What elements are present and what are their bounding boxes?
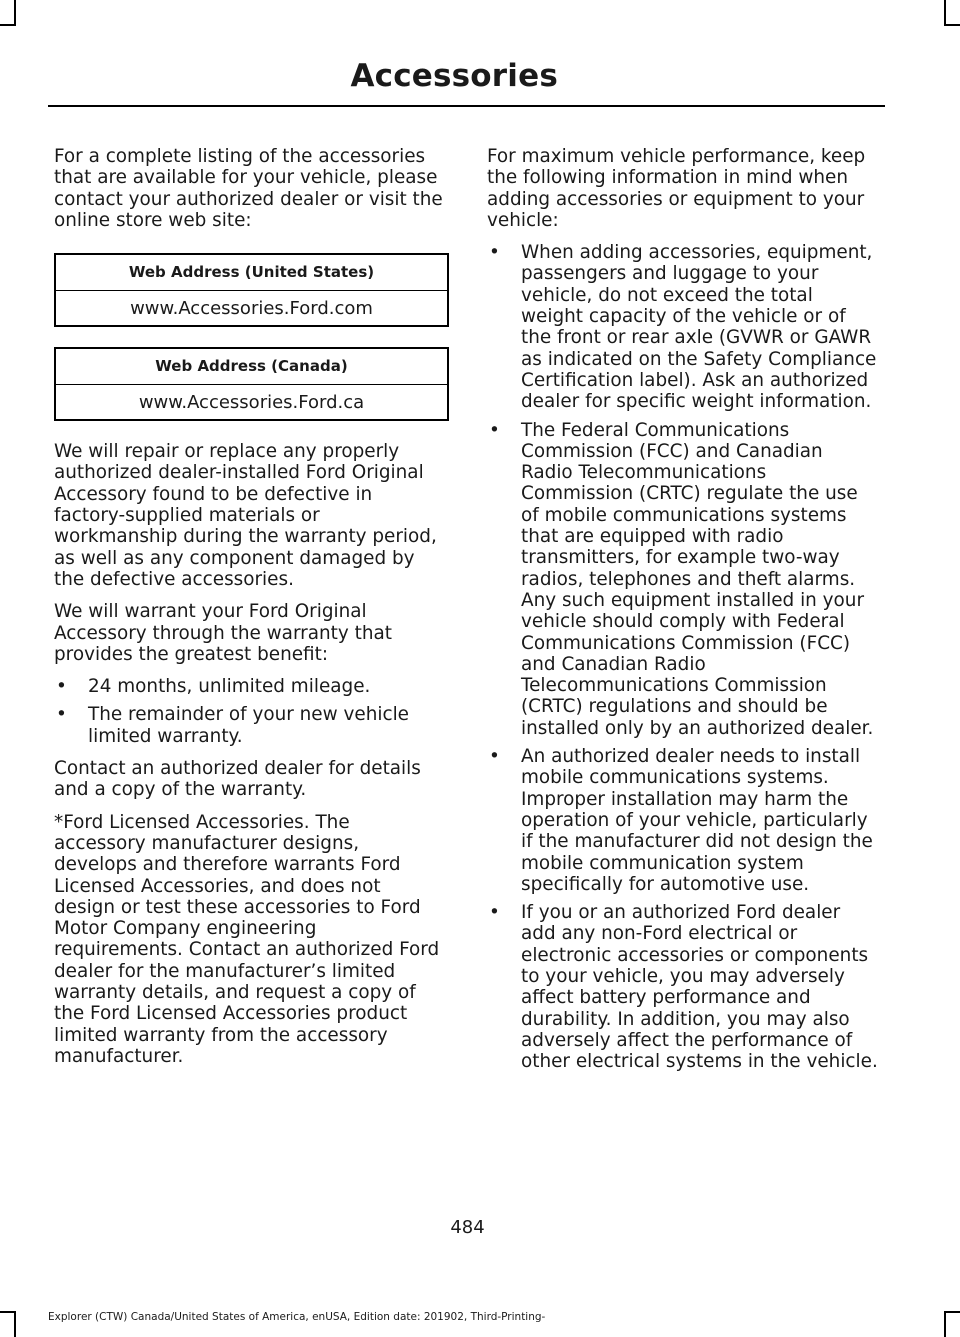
crop-mark-bottom-left-h [0,1311,16,1313]
footer-edition-info: Explorer (CTW) Canada/United States of America, enUSA, Edition date: 201902, Third-Printing- [48,1311,546,1323]
list-item: • The Federal Communications Commission (FCC) and Canadian Radio Telecommunications Commission (CRTC) regulate the use of mobile communications systems that are equipped with radio transmitters, for example two-way radios, telephones and theft alarms. Any such equipment installed in your vehicle should comply with Federal Communications Commission (FCC) and Canadian Radio Telecommunications Commission (CRTC) regulations and should be installed only by an authorized dealer. [487,420,880,739]
right-column [487,146,880,1083]
performance-intro-paragraph: For maximum vehicle performance, keep the following information in mind when adding accessories or equipment to your vehicle: [487,146,866,231]
list-item: • If you or an authorized Ford dealer add any non-Ford electrical or electronic accessories or components to your vehicle, you may adversely affect battery performance and durability. In addition, you may also adversely affect the performance of other electrical systems in the vehicle. [487,902,880,1072]
crop-mark-bottom-left-v [14,1313,16,1337]
left-column [54,146,447,1078]
page-title: Accessories [350,58,558,94]
table-header: Web Address (United States) [56,255,447,291]
web-address-canada-table [54,347,449,421]
licensed-accessories-paragraph: *Ford Licensed Accessories. The accessory manufacturer designs, develops and therefore warrants Ford Licensed Accessories, and does not design or test these accessories to Ford Motor Company engineering requirements. Contact an authorized Ford dealer for the manufacturer’s limited warranty details, and request a copy of the Ford Licensed Accessories product limited warranty from the accessory manufacturer. [54,811,440,1067]
crop-mark-bottom-right-h [944,1311,960,1313]
performance-bullet-list [487,242,880,1072]
contact-paragraph: Contact an authorized dealer for details and a copy of the warranty. [54,758,421,801]
crop-mark-top-right-h [944,24,960,26]
intro-paragraph: For a complete listing of the accessories that are available for your vehicle, please contact your authorized dealer or visit the online store web site: [54,146,443,231]
crop-mark-top-right-v [944,0,946,24]
web-address-canada[interactable]: www.Accessories.Ford.ca [138,391,365,413]
table-header: Web Address (Canada) [56,349,447,385]
warrant-paragraph: We will warrant your Ford Original Accessory through the warranty that provides the greatest benefit: [54,601,392,665]
list-item: • The remainder of your new vehicle limited warranty. [54,704,447,747]
web-address-us[interactable]: www.Accessories.Ford.com [130,297,373,319]
header-divider [48,105,885,107]
page-number: 484 [450,1217,485,1238]
web-address-us-table [54,253,449,327]
repair-paragraph: We will repair or replace any properly authorized dealer-installed Ford Original Accessory found to be defective in factory-supplied materials or workmanship during the warranty period, as well as any component damaged by the defective accessories. [54,441,437,590]
crop-mark-top-left-v [14,0,16,24]
crop-mark-bottom-right-v [944,1313,946,1337]
list-item: • An authorized dealer needs to install mobile communications systems. Improper installation may harm the operation of your vehicle, particularly if the manufacturer did not design the mobile communication system specifically for automotive use. [487,746,880,895]
list-item: • 24 months, unlimited mileage. [54,676,447,697]
crop-mark-top-left-h [0,24,16,26]
warranty-bullet-list [54,676,447,747]
list-item: • When adding accessories, equipment, passengers and luggage to your vehicle, do not exceed the total weight capacity of the vehicle or of the front or rear axle (GVWR or GAWR as indicated on the Safety Compliance Certification label). Ask an authorized dealer for specific weight information. [487,242,880,412]
